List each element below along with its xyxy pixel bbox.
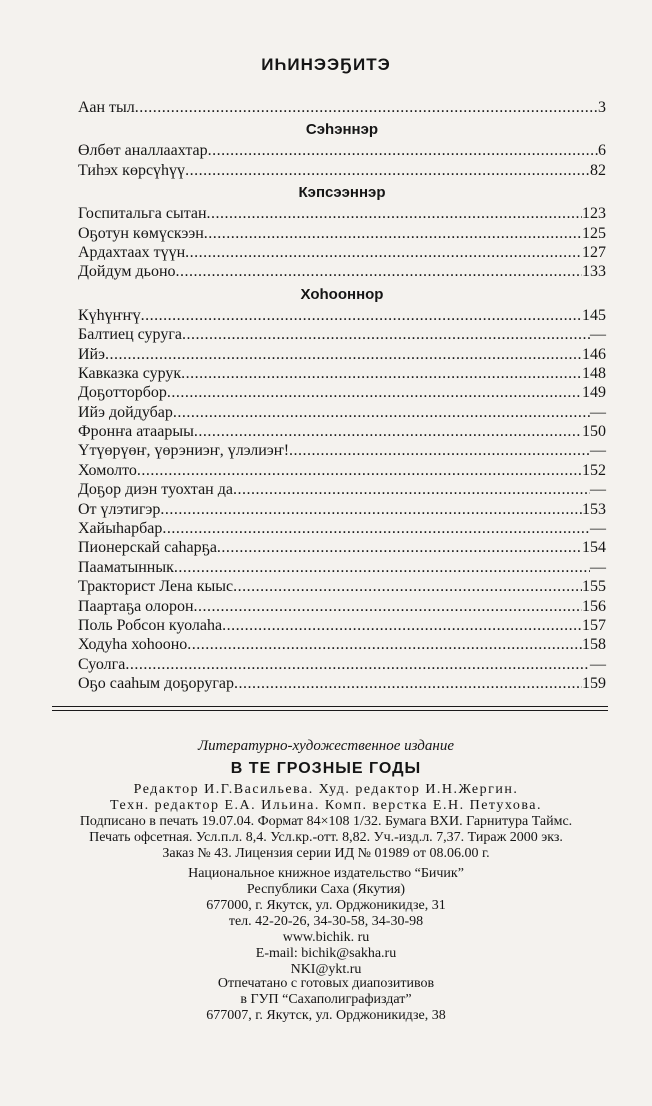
- toc-page-number: —: [590, 558, 606, 576]
- toc-page-number: 125: [582, 224, 606, 242]
- toc-page-number: 3: [598, 99, 606, 116]
- toc-page-number: —: [590, 520, 606, 538]
- toc-page-number: —: [590, 326, 606, 344]
- toc-leader-dots: [185, 243, 582, 262]
- toc-leader-dots: [194, 422, 582, 441]
- toc-entry-title: Балтиец суруга: [78, 326, 182, 344]
- toc-entry-title: Паартаҕа олорон: [78, 597, 194, 615]
- toc-page-number: 146: [582, 345, 606, 363]
- toc-entry: [78, 98, 606, 117]
- toc-entry-title: Госпитальга сытан: [78, 205, 207, 223]
- toc-entry-title: Аан тыл: [78, 99, 135, 116]
- toc-entry-title: Ходуһа хоһооно: [78, 636, 188, 654]
- toc-entry: [78, 325, 606, 344]
- toc-page-number: —: [590, 655, 606, 673]
- toc-leader-dots: [176, 262, 582, 281]
- toc-entry-title: Поль Робсон куолаһа: [78, 616, 223, 634]
- toc-page-number: 145: [582, 306, 606, 324]
- toc-leader-dots: [234, 674, 582, 693]
- publisher-line: тел. 42-20-26, 34-30-58, 34-30-98: [228, 914, 424, 929]
- toc-entry: [78, 577, 606, 596]
- toc-leader-dots: [194, 597, 582, 616]
- toc-page-number: 133: [582, 263, 606, 281]
- toc-entry: [78, 383, 606, 402]
- toc-entry-title: Ийэ: [78, 345, 105, 363]
- toc-entry-title: Ардахтаах түүн: [78, 243, 186, 261]
- toc-entry: [78, 306, 606, 325]
- toc-entry-title: Пааматыннык: [78, 558, 174, 576]
- toc-entry: [78, 161, 606, 180]
- toc-entry-title: Ийэ дойдубар: [78, 403, 173, 421]
- toc-entry-title: Оҕотун көмүскээн: [78, 224, 204, 242]
- toc-leader-dots: [233, 577, 582, 596]
- toc-entry: [78, 635, 606, 654]
- toc-page-number: 82: [590, 161, 606, 179]
- toc-leader-dots: [167, 383, 582, 402]
- toc-leader-dots: [187, 635, 582, 654]
- toc-entry: [78, 262, 606, 281]
- toc-leader-dots: [289, 441, 590, 460]
- publisher-block: [0, 866, 652, 978]
- toc-entry: [78, 519, 606, 538]
- toc-section-heading: Сэһэннэр: [305, 121, 379, 139]
- toc-page-number: 127: [582, 243, 606, 261]
- toc-entry: [78, 441, 606, 460]
- toc-page-number: 6: [598, 142, 606, 160]
- toc-leader-dots: [185, 161, 590, 180]
- toc-entry-title: Дойдум дьоно: [78, 263, 176, 281]
- divider-rule-top: [52, 706, 608, 707]
- printer-line: в ГУП “Сахаполиграфиздат”: [240, 992, 412, 1007]
- toc-entry-title: Өлбөт аналлаахтар: [78, 142, 208, 160]
- toc-leader-dots: [182, 325, 590, 344]
- toc-leader-dots: [217, 538, 582, 557]
- toc-leader-dots: [222, 616, 582, 635]
- toc-page-number: 156: [582, 597, 606, 615]
- toc-leader-dots: [207, 204, 582, 223]
- table-of-contents: [78, 98, 606, 694]
- toc-entry-title: Пионерскай саһарҕа: [78, 539, 217, 557]
- publisher-line: NKI@ykt.ru: [290, 962, 362, 977]
- publisher-line: Национальное книжное издательство “Бичик”: [188, 866, 464, 881]
- toc-entry-title: Доҕор диэн туохтан да: [78, 481, 233, 499]
- toc-page-number: 148: [582, 364, 606, 382]
- book-title: В ТЕ ГРОЗНЫЕ ГОДЫ: [230, 760, 422, 777]
- toc-section-heading: Хоһооннор: [300, 285, 384, 303]
- toc-entry: [78, 655, 606, 674]
- toc-leader-dots: [162, 519, 590, 538]
- toc-leader-dots: [141, 306, 582, 325]
- toc-leader-dots: [173, 403, 590, 422]
- toc-entry-title: Хомолто: [78, 461, 137, 479]
- toc-entry: [78, 461, 606, 480]
- toc-entry: [78, 364, 606, 383]
- toc-leader-dots: [160, 500, 582, 519]
- toc-page-number: 154: [582, 539, 606, 557]
- toc-page-number: 159: [582, 675, 606, 693]
- toc-page-number: —: [590, 481, 606, 499]
- toc-entry-title: Суолга: [78, 655, 126, 673]
- printer-line: 677007, г. Якутск, ул. Орджоникидзе, 38: [206, 1008, 446, 1023]
- toc-entry-title: Фронҥа атаарыы: [78, 423, 194, 441]
- toc-entry-title: Доҕотторбор: [78, 384, 167, 402]
- toc-entry: [78, 243, 606, 262]
- printer-block: [0, 976, 652, 1024]
- publisher-line: E-mail: bichik@sakha.ru: [255, 946, 397, 961]
- toc-entry-title: Тракторист Лена кыыс: [78, 578, 234, 596]
- toc-leader-dots: [125, 655, 590, 674]
- toc-entry: [78, 224, 606, 243]
- imprint-line: Редактор И.Г.Васильева. Худ. редактор И.Н.Жергин.: [133, 782, 519, 797]
- genre-label: Литературно-художественное издание: [198, 738, 454, 754]
- divider-rule-bottom: [52, 710, 608, 711]
- toc-page-number: 155: [582, 578, 606, 596]
- imprint-line: Заказ № 43. Лицензия серии ИД № 01989 от 08.06.00 г.: [162, 846, 490, 861]
- toc-entry-title: От үлэтигэр: [78, 500, 161, 518]
- printer-line: Отпечатано с готовых диапозитивов: [217, 976, 435, 991]
- toc-entry: [78, 616, 606, 635]
- toc-entry-title: Хайыһарбар: [78, 520, 163, 538]
- toc-entry: [78, 141, 606, 160]
- toc-page-number: 157: [582, 616, 606, 634]
- toc-page-number: 153: [582, 500, 606, 518]
- toc-leader-dots: [181, 364, 582, 383]
- toc-page-number: 150: [582, 423, 606, 441]
- publisher-line: www.bichik. ru: [282, 930, 370, 945]
- toc-page-number: 158: [582, 636, 606, 654]
- toc-leader-dots: [137, 461, 582, 480]
- imprint-line: Техн. редактор Е.А. Ильина. Комп. верстка Е.Н. Петухова.: [110, 798, 542, 813]
- toc-leader-dots: [174, 558, 590, 577]
- toc-entry-title: Үтүөрүөҥ, үөрэниэҥ, үлэлиэҥ!: [78, 442, 290, 460]
- toc-entry-title: Тиһэх көрсүһүү: [78, 161, 186, 179]
- toc-entry-title: Күһүҥҥү: [78, 306, 141, 324]
- toc-entry-title: Кавказка сурук: [78, 364, 182, 382]
- publisher-line: Республики Саха (Якутия): [246, 882, 406, 897]
- toc-leader-dots: [135, 98, 598, 117]
- toc-entry: [78, 422, 606, 441]
- toc-entry: [78, 538, 606, 557]
- toc-leader-dots: [208, 141, 598, 160]
- toc-page-number: —: [590, 403, 606, 421]
- toc-entry: [78, 345, 606, 364]
- toc-entry-title: Оҕо сааһым доҕоругар: [78, 675, 235, 693]
- toc-section-heading: Кэпсээннэр: [298, 184, 386, 202]
- toc-entry: [78, 597, 606, 616]
- imprint-line: Печать офсетная. Усл.п.л. 8,4. Усл.кр.-отт. 8,82. Уч.-изд.л. 7,37. Тираж 2000 экз.: [89, 830, 563, 845]
- page-title: ИҺИНЭЭҔИТЭ: [261, 55, 391, 74]
- toc-page-number: 123: [582, 205, 606, 223]
- toc-entry: [78, 558, 606, 577]
- toc-entry: [78, 674, 606, 693]
- imprint-line: Подписано в печать 19.07.04. Формат 84×108 1/32. Бумага ВХИ. Гарнитура Таймс.: [79, 814, 573, 829]
- publisher-line: 677000, г. Якутск, ул. Орджоникидзе, 31: [206, 898, 446, 913]
- toc-page-number: 149: [582, 384, 606, 402]
- toc-page-number: —: [590, 442, 606, 460]
- toc-leader-dots: [233, 480, 590, 499]
- toc-entry: [78, 204, 606, 223]
- toc-entry: [78, 480, 606, 499]
- toc-leader-dots: [204, 224, 582, 243]
- toc-page-number: 152: [582, 461, 606, 479]
- toc-entry: [78, 500, 606, 519]
- toc-leader-dots: [105, 345, 582, 364]
- toc-entry: [78, 403, 606, 422]
- imprint-block: [0, 782, 652, 862]
